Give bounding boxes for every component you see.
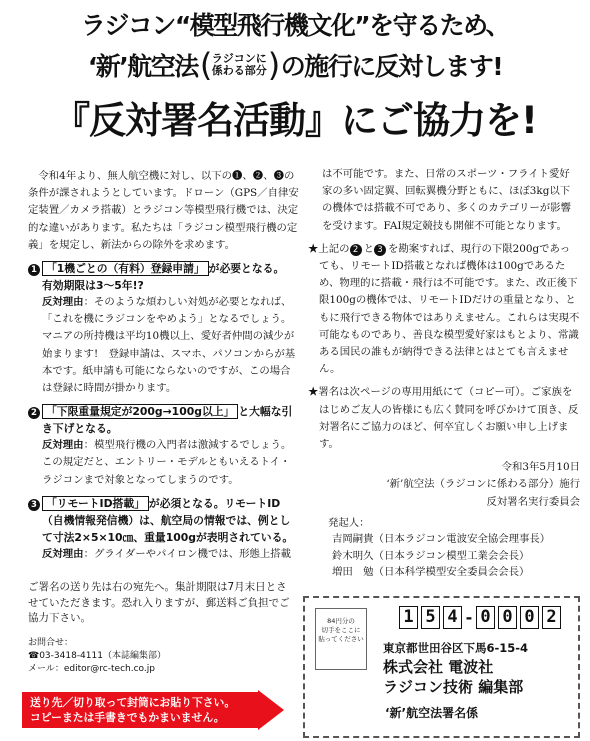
promoter-3: 増田 勉（日本科学模型安全委員会会長） (332, 566, 530, 579)
headline-oppose: の施行に反対します! (280, 52, 503, 81)
stamp-line-3: 貼ってください (318, 635, 364, 643)
note-conjunction: と (363, 242, 374, 255)
promoter-1: 吉岡嗣貴（日本ラジコン電波安全協会理事長） (332, 533, 551, 546)
condition-2-heading (28, 403, 300, 437)
headline-line-2 (0, 47, 590, 84)
ref-number-2: 2 (350, 244, 362, 256)
recipient-name: ‘新’航空法署名係 (385, 706, 479, 720)
contact-phone: ☎03-3418-4111（本誌編集部） (28, 650, 166, 661)
condition-1-heading (28, 260, 300, 294)
reason-label: 反対理由 (42, 547, 84, 560)
banner-line-2: コピーまたは手書きでもかまいません。 (30, 711, 225, 724)
condition-3-reason-continued: は不可能です。また、日常のスポーツ・フライト愛好家の多い固定翼、回転翼機分野ともに、ほぼ3kg以下の機体では搭載不可であり、多くのカテゴリーが影響を受けます。FAI規定競技も開催不可能となります。 (322, 168, 571, 232)
zip-digit: 4 (443, 606, 462, 629)
headline-law-name: ‘新’航空法 (87, 52, 198, 81)
intro-paragraph: 令和4年より、無人航空機に対し、以下の❶、❷、❸の条件が課されようとしています。ドローン（GPS／自律安定装置／カメラ搭載）とラジコン等模型飛行機では、決定的な違いがあります。私たちは「ラジコン模型飛行機の定義」を規定し、新法からの除外を求めます。 (28, 170, 299, 251)
condition-1-validity: 有効期限は3〜5年!? (42, 279, 144, 293)
promoters-block (308, 515, 580, 581)
street-address: 東京都世田谷区下馬6-15-4 (383, 641, 529, 655)
stamp-box (315, 608, 367, 670)
condition-3-heading (28, 495, 300, 546)
condition-item-3 (28, 495, 300, 563)
condition-3-number: 3 (28, 499, 40, 511)
arrow-right-icon (258, 690, 284, 730)
condition-3-key: 「リモートID搭載」 (42, 496, 149, 511)
deadline-text: ご署名の送り先は右の宛先へ。集計期限は7月末日とさせていただきます。恐れ入りますが、郵送料ご負担でご協力下さい。 (28, 581, 290, 624)
zip-digit: 0 (520, 606, 539, 629)
postal-code (399, 606, 561, 629)
reason-label: 反対理由 (42, 296, 84, 309)
ref-number-3: 3 (374, 244, 386, 256)
stamp-line-2: 切手をここに (321, 626, 361, 634)
cutout-instruction-banner (22, 692, 260, 728)
zip-digit: 2 (542, 606, 561, 629)
condition-3-rest: が必須となる。リモートID（自機情報発信機）は、航空局の情報では、例として寸法2×5×10㎝、重量100gが表明されている。 (42, 496, 294, 544)
headline-signature-campaign: 『反対署名活動』にご協力を! (53, 99, 537, 142)
headline-paren-note: ( ラジコンに 係わる部分 ) (199, 46, 279, 84)
paren-note-top: ラジコンに (211, 52, 267, 65)
zip-digit: 0 (476, 606, 495, 629)
condition-item-1 (28, 260, 300, 397)
committee-name-line-2: 反対署名実行委員会 (486, 495, 580, 508)
paren-note-bottom: 係わる部分 (211, 64, 267, 77)
promoters-label: 発起人： (328, 516, 370, 529)
recipient-address (383, 640, 528, 723)
zip-digit: 1 (399, 606, 418, 629)
left-column (28, 168, 300, 563)
condition-2-rest: と大幅な引き下げとなる。 (42, 405, 293, 436)
reason-text: ：グライダーやパイロン機では、形態上搭載 (83, 547, 292, 560)
zip-digit: 5 (421, 606, 440, 629)
condition-1-rest: が必要となる。 (208, 262, 285, 276)
zip-separator: - (465, 608, 473, 627)
condition-2-key: 「下限重量規定が200g→100g以上」 (42, 404, 238, 419)
reason-label: 反対理由 (42, 439, 84, 452)
contact-label: お問合せ： (28, 637, 74, 648)
condition-2-reason (28, 437, 300, 489)
note-signature-request: ★署名は次ページの専用用紙にて（コピー可）。ご家族をはじめご友人の皆様にも広く賛同を呼びかけて頂き、反対署名にご協力のほど、何卒宜しくお願い申し上げます。 (308, 386, 579, 451)
condition-1-number: 1 (28, 264, 40, 276)
contact-block (20, 637, 290, 676)
stamp-line-1: 84円分の (327, 617, 355, 625)
condition-3-reason (28, 546, 300, 563)
reason-text: ：模型飛行機の入門者は激減するでしょう。この規定だと、エントリー・モデルともいえるトイ・ラジコンまで対象となってしまうのです。 (42, 439, 292, 486)
issue-date: 令和3年5月10日 (501, 461, 580, 474)
reason-text: ：そのような煩わしい対処が必要となれば、「これを機にラジコンをやめよう」となるでしょう。マニアの所持機は平均10機以上、愛好者仲間の減少が始まります! 登録申請は、スマホ、パソコンからが基本です。紙申請も可能にならないのですが、この場合は登録に時間が掛かります。 (42, 296, 296, 395)
promoter-2: 鈴木明久（日本ラジコン模型工業会会長） (332, 549, 530, 562)
banner-line-1: 送り先／切り取って封筒にお貼り下さい。 (30, 696, 236, 709)
department-name: ラジコン技術 編集部 (383, 678, 524, 696)
condition-1-key: 「1機ごとの（有料）登録申請」 (42, 261, 209, 276)
condition-1-reason (28, 294, 300, 397)
right-column (308, 166, 580, 581)
condition-2-number: 2 (28, 407, 40, 419)
note-feasibility-text: を勘案すれば、現行の下限200gであっても、リモートID搭載となれば機体は100gであるため、物理的に搭載・飛行は不可能です。また、改正後下限100gの機体では、リモートIDだけの重量となり、ともに飛行できる物体ではありえません。これらは実現不可能なものであり、善良な模型愛好家はもとより、常識ある国民の誰もが納得できる法律とはとても言えません。 (319, 242, 580, 376)
note-feasibility (308, 241, 580, 379)
submission-notice (20, 580, 290, 676)
zip-digit: 0 (498, 606, 517, 629)
company-name: 株式会社 電波社 (383, 658, 494, 676)
condition-item-2 (28, 403, 300, 489)
headline-line-1: ラジコン“模型飛行機文化”を守るため、 (80, 11, 510, 40)
address-label-cutout (303, 596, 580, 738)
note-prefix: ★上記の (308, 242, 350, 255)
contact-email: メール：editor@rc-tech.co.jp (28, 663, 155, 674)
committee-name-line-1: ‘新’航空法（ラジコンに係わる部分）施行 (386, 478, 580, 491)
